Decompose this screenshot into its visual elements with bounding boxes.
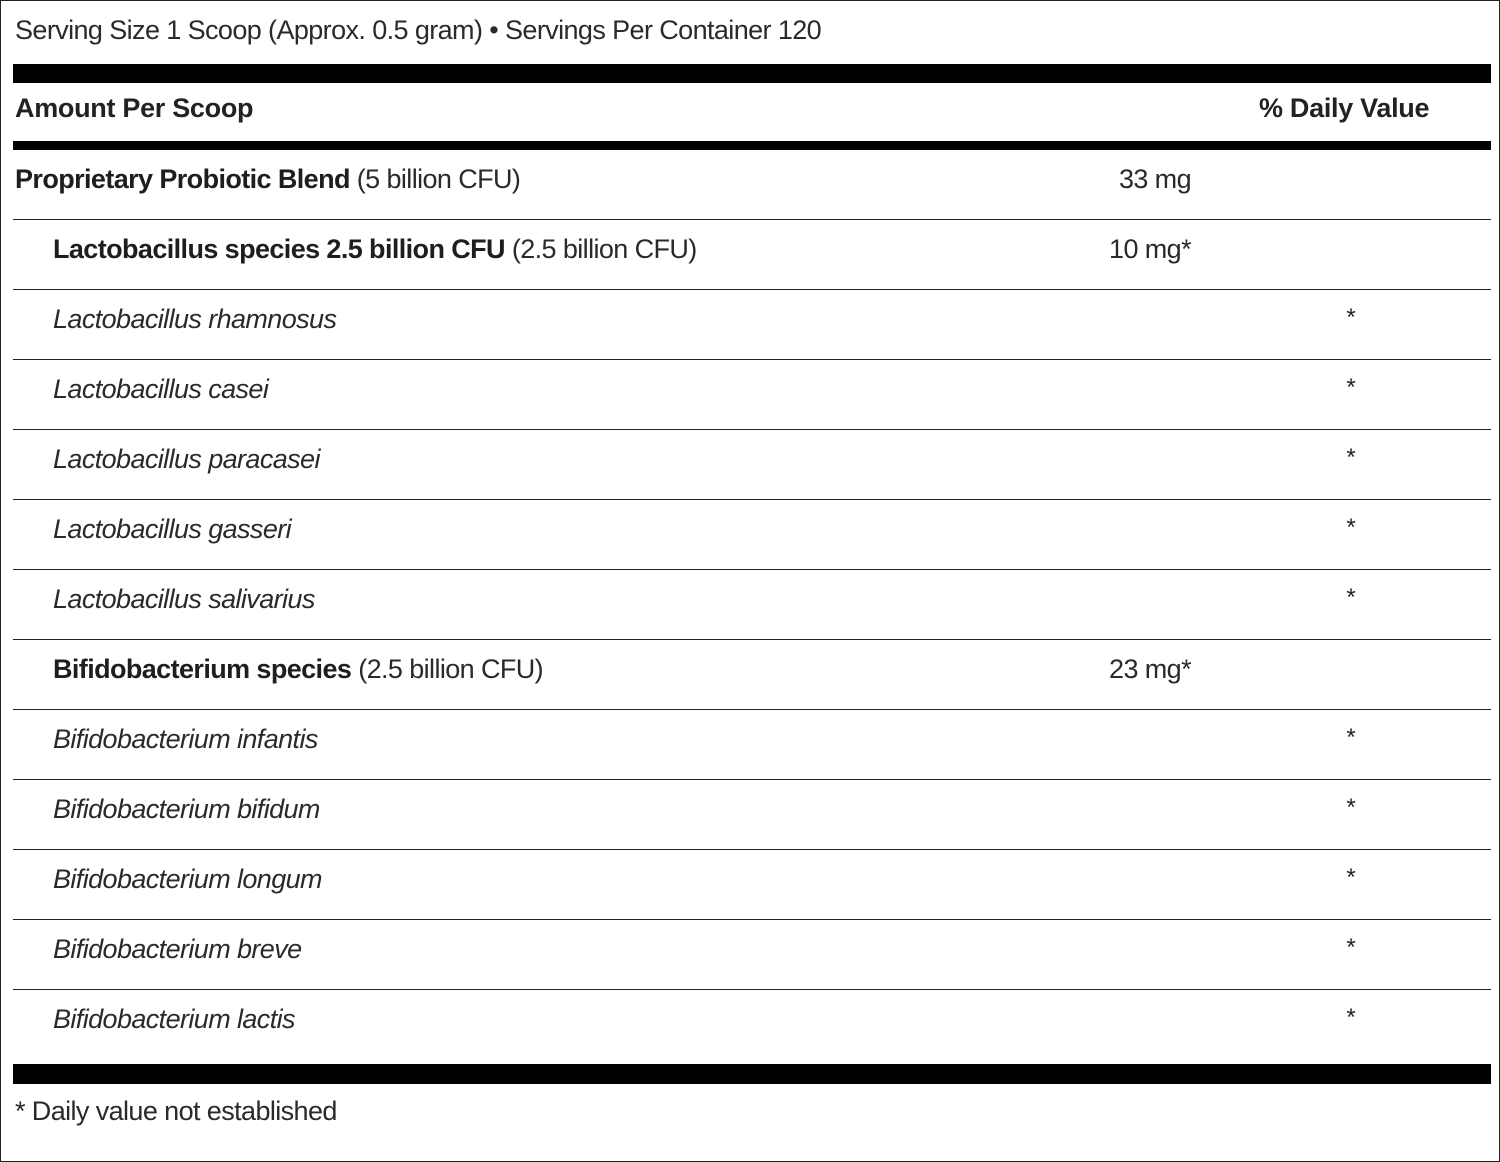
ingredient-name-bold: Proprietary Probiotic Blend	[15, 164, 350, 194]
strain-name: Bifidobacterium longum	[53, 864, 322, 894]
strain-name: Lactobacillus paracasei	[53, 444, 320, 474]
table-row	[13, 500, 1491, 570]
table-row	[13, 360, 1491, 430]
ingredient-name-bold: Lactobacillus species 2.5 billion CFU	[53, 234, 505, 264]
strain-name: Lactobacillus salivarius	[53, 584, 315, 614]
strain-name: Bifidobacterium infantis	[53, 724, 318, 754]
strain-name: Bifidobacterium lactis	[53, 1004, 295, 1034]
strain-name: Lactobacillus casei	[53, 374, 269, 404]
daily-value-mark: *	[1346, 374, 1356, 401]
daily-value-mark: *	[1346, 794, 1356, 821]
table-row-bifidobacterium-species	[13, 640, 1491, 710]
strain-name: Bifidobacterium bifidum	[53, 794, 320, 824]
serving-info: Serving Size 1 Scoop (Approx. 0.5 gram) • Servings Per Container 120	[15, 15, 822, 45]
ingredient-table	[13, 150, 1491, 1059]
ingredient-name-detail: (5 billion CFU)	[349, 164, 521, 194]
ingredient-name-bold: Bifidobacterium species	[53, 654, 352, 684]
amount-per-scoop-header: Amount Per Scoop	[15, 93, 254, 123]
ingredient-amount: 10 mg*	[1109, 234, 1191, 264]
daily-value-mark: *	[1346, 444, 1356, 471]
daily-value-mark: *	[1346, 514, 1356, 541]
table-row	[13, 290, 1491, 360]
daily-value-mark: *	[1346, 724, 1356, 751]
ingredient-name	[53, 234, 697, 265]
table-row	[13, 570, 1491, 640]
daily-value-mark: *	[1346, 864, 1356, 891]
strain-name: Bifidobacterium breve	[53, 934, 302, 964]
strain-name: Lactobacillus gasseri	[53, 514, 292, 544]
ingredient-name	[53, 654, 543, 685]
daily-value-mark: *	[1346, 934, 1356, 961]
table-row	[13, 430, 1491, 500]
daily-value-mark: *	[1346, 584, 1356, 611]
thick-divider-top	[13, 64, 1491, 83]
table-row	[13, 920, 1491, 990]
strain-name: Lactobacillus rhamnosus	[53, 304, 337, 334]
ingredient-name	[15, 164, 520, 195]
table-row-lactobacillus-species	[13, 220, 1491, 290]
ingredient-name-detail: (2.5 billion CFU)	[504, 234, 697, 264]
table-row-proprietary-blend	[13, 150, 1491, 220]
table-row	[13, 990, 1491, 1059]
table-row	[13, 850, 1491, 920]
thick-divider-bottom	[13, 1064, 1491, 1084]
daily-value-mark: *	[1346, 304, 1356, 331]
ingredient-amount: 33 mg	[1118, 164, 1191, 194]
daily-value-header: % Daily Value	[1259, 93, 1430, 123]
ingredient-amount: 23 mg*	[1109, 654, 1191, 684]
medium-divider	[13, 141, 1491, 150]
ingredient-name-detail: (2.5 billion CFU)	[351, 654, 544, 684]
table-row	[13, 780, 1491, 850]
footnote: * Daily value not established	[15, 1096, 337, 1126]
table-row	[13, 710, 1491, 780]
daily-value-mark: *	[1346, 1004, 1356, 1031]
